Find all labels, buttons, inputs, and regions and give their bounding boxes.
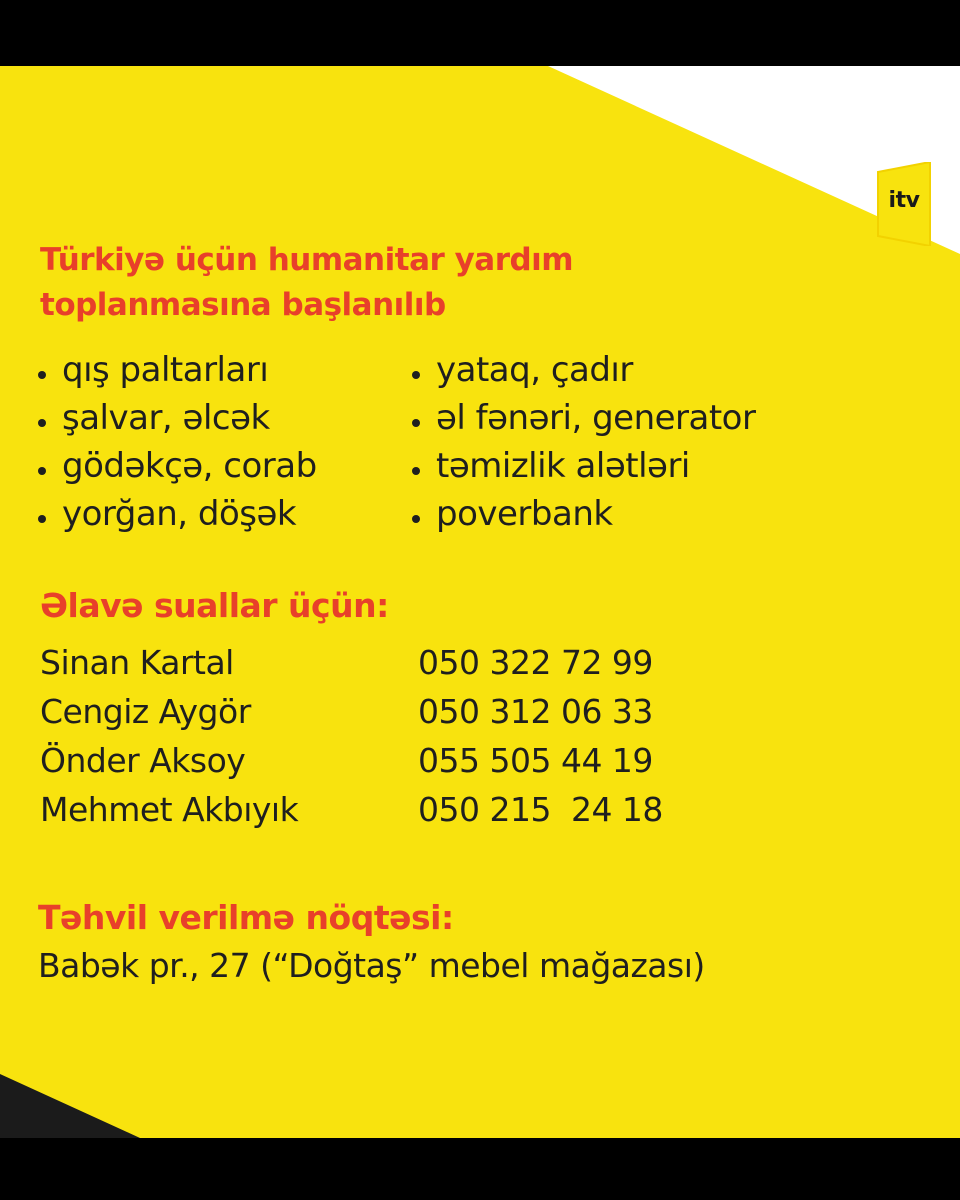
list-item [412, 346, 755, 394]
list-item [38, 490, 317, 538]
list-item-label: qış paltarları [62, 350, 269, 390]
list-item-label: yorğan, döşək [62, 494, 297, 534]
list-item-label: əl fənəri, generator [436, 398, 756, 438]
bullet-icon [412, 515, 420, 523]
contact-phone: 050 215 24 18 [418, 790, 663, 829]
list-item [38, 346, 317, 394]
questions-title: Əlavə suallar üçün: [40, 586, 389, 625]
items-list-right [412, 346, 755, 538]
contact-row [40, 687, 653, 736]
contact-name: Sinan Kartal [40, 643, 234, 682]
list-item-label: gödəkçə, corab [62, 446, 317, 486]
headline [40, 238, 573, 328]
bullet-icon [38, 515, 46, 523]
bullet-icon [412, 419, 420, 427]
list-item [38, 442, 317, 490]
list-item-label: şalvar, əlcək [62, 398, 270, 438]
bullet-icon [38, 467, 46, 475]
contact-row [40, 638, 653, 687]
contact-row [40, 736, 653, 785]
poster [0, 66, 960, 1138]
list-item-label: təmizlik alətləri [436, 446, 690, 486]
delivery-title: Təhvil verilmə nöqtəsi: [38, 898, 454, 937]
headline-line-1: Türkiyə üçün humanitar yardım [40, 242, 574, 278]
contact-row [40, 785, 663, 834]
logo-text: itv [888, 188, 920, 213]
contact-phone: 050 322 72 99 [418, 643, 653, 682]
contact-phone: 055 505 44 19 [418, 741, 653, 780]
itv-logo [876, 162, 932, 246]
list-item [412, 394, 755, 442]
bullet-icon [38, 371, 46, 379]
list-item-label: poverbank [436, 494, 613, 534]
contact-name: Mehmet Akbıyık [40, 790, 299, 829]
headline-line-2: toplanmasına başlanılıb [40, 287, 446, 323]
delivery-address: Babək pr., 27 (“Doğtaş” mebel mağazası) [38, 946, 705, 985]
contact-name: Önder Aksoy [40, 741, 246, 780]
bullet-icon [412, 467, 420, 475]
list-item [412, 442, 755, 490]
list-item [38, 394, 317, 442]
contacts-list [40, 638, 663, 834]
items-list-left [38, 346, 317, 538]
list-item [412, 490, 755, 538]
contact-phone: 050 312 06 33 [418, 692, 653, 731]
list-item-label: yataq, çadır [436, 350, 633, 390]
bullet-icon [38, 419, 46, 427]
bullet-icon [412, 371, 420, 379]
contact-name: Cengiz Aygör [40, 692, 251, 731]
